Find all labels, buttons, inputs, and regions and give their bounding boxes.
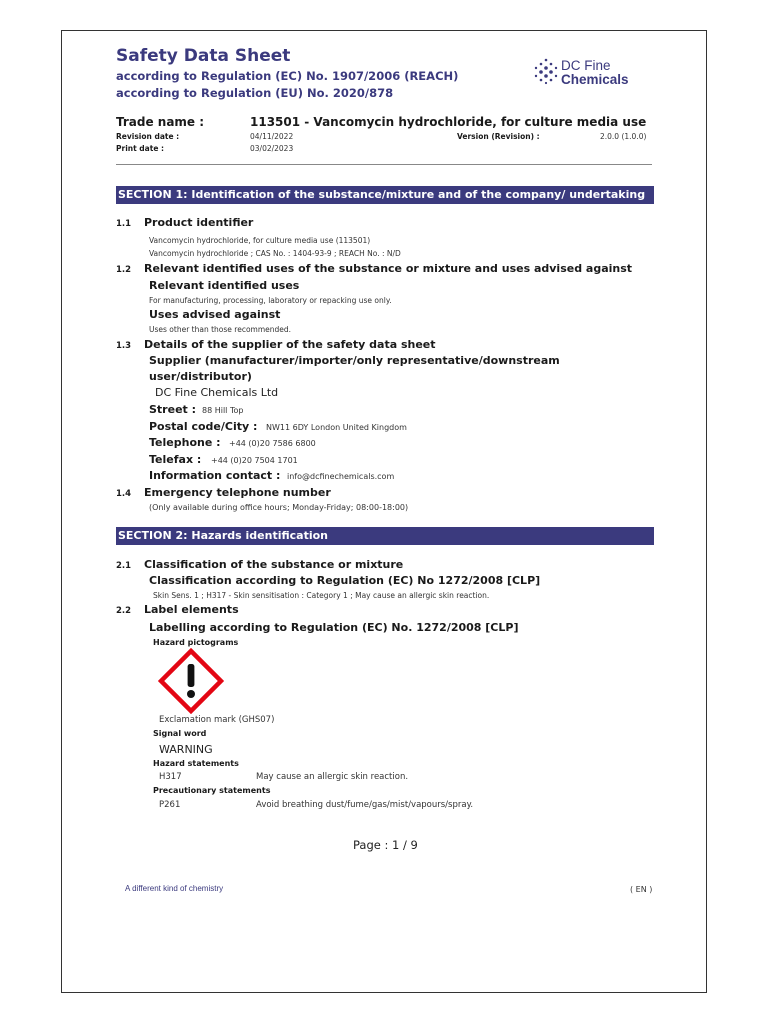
revision-date-value: 04/11/2022 xyxy=(250,132,294,141)
signal-word-value: WARNING xyxy=(159,743,213,756)
telephone-label: Telephone : xyxy=(149,436,221,449)
product-identifier-line-2: Vancomycin hydrochloride ; CAS No. : 1404-93-9 ; REACH No. : N/D xyxy=(149,249,401,258)
section-1-3-number: 1.3 xyxy=(116,341,132,351)
company-name: DC Fine Chemicals Ltd xyxy=(155,386,279,399)
footer-tagline: A different kind of chemistry xyxy=(125,884,224,893)
logo-text-line1: DC Fine xyxy=(561,58,611,73)
section-1-4-number: 1.4 xyxy=(116,489,132,499)
trade-name-value: 113501 - Vancomycin hydrochloride, for culture media use xyxy=(250,115,647,129)
hazard-statements-label: Hazard statements xyxy=(153,759,239,768)
revision-date-label: Revision date : xyxy=(116,132,180,141)
hazard-statement-text: May cause an allergic skin reaction. xyxy=(256,772,409,782)
pictogram-caption: Exclamation mark (GHS07) xyxy=(159,715,275,725)
exclamation-mark-pictogram-icon xyxy=(158,648,224,714)
section-1-1-title: Product identifier xyxy=(144,216,254,229)
product-identifier-line-1: Vancomycin hydrochloride, for culture media use (113501) xyxy=(149,236,371,245)
section-2-2-number: 2.2 xyxy=(116,606,132,616)
uses-advised-against-heading: Uses advised against xyxy=(149,308,281,321)
regulation-line-2: according to Regulation (EU) No. 2020/878 xyxy=(116,86,394,100)
precautionary-statements-label: Precautionary statements xyxy=(153,786,271,795)
section-1-1-number: 1.1 xyxy=(116,219,132,229)
postal-city-label: Postal code/City : xyxy=(149,420,258,433)
hazard-code: H317 xyxy=(159,772,182,782)
version-value: 2.0.0 (1.0.0) xyxy=(600,132,647,141)
section-2-1-title: Classification of the substance or mixture xyxy=(144,558,404,571)
section-1-header: SECTION 1: Identification of the substance/mixture and of the company/ undertaking xyxy=(116,186,654,204)
signal-word-label: Signal word xyxy=(153,729,207,738)
precautionary-code: P261 xyxy=(159,800,181,810)
supplier-heading-line-1: Supplier (manufacturer/importer/only representative/downstream xyxy=(149,354,560,367)
relevant-uses-text: For manufacturing, processing, laboratory or repacking use only. xyxy=(149,296,392,305)
version-label: Version (Revision) : xyxy=(457,132,540,141)
header-divider xyxy=(116,164,652,165)
information-contact-label: Information contact : xyxy=(149,469,281,482)
regulation-line-1: according to Regulation (EC) No. 1907/2006 (REACH) xyxy=(116,69,459,83)
precautionary-statement-text: Avoid breathing dust/fume/gas/mist/vapours/spray. xyxy=(256,800,474,810)
street-label: Street : xyxy=(149,403,197,416)
postal-city-value: NW11 6DY London United Kingdom xyxy=(266,423,407,432)
classification-text: Skin Sens. 1 ; H317 - Skin sensitisation : Category 1 ; May cause an allergic skin reaction. xyxy=(153,591,490,600)
page-number: Page : 1 / 9 xyxy=(353,838,418,852)
section-1-4-title: Emergency telephone number xyxy=(144,486,331,499)
relevant-uses-heading: Relevant identified uses xyxy=(149,279,300,292)
telefax-value: +44 (0)20 7504 1701 xyxy=(211,456,298,465)
uses-advised-against-text: Uses other than those recommended. xyxy=(149,325,292,334)
labelling-heading: Labelling according to Regulation (EC) No. 1272/2008 [CLP] xyxy=(149,621,519,634)
company-logo xyxy=(533,57,653,89)
trade-name-label: Trade name : xyxy=(116,115,205,129)
telephone-value: +44 (0)20 7586 6800 xyxy=(229,439,316,448)
section-2-1-number: 2.1 xyxy=(116,561,132,571)
print-date-label: Print date : xyxy=(116,144,165,153)
section-1-3-title: Details of the supplier of the safety data sheet xyxy=(144,338,436,351)
logo-text-line2: Chemicals xyxy=(561,72,629,87)
supplier-heading-line-2: user/distributor) xyxy=(149,370,252,383)
print-date-value: 03/02/2023 xyxy=(250,144,294,153)
molecule-dots-icon xyxy=(533,57,559,85)
emergency-hours-text: (Only available during office hours; Monday-Friday; 08:00-18:00) xyxy=(149,503,409,512)
document-title: Safety Data Sheet xyxy=(116,46,291,66)
information-contact-value[interactable]: info@dcfinechemicals.com xyxy=(287,472,395,481)
section-2-header: SECTION 2: Hazards identification xyxy=(116,527,654,545)
footer-language: ( EN ) xyxy=(630,885,653,894)
hazard-pictograms-label: Hazard pictograms xyxy=(153,638,239,647)
section-1-2-title: Relevant identified uses of the substance or mixture and uses advised against xyxy=(144,262,633,275)
street-value: 88 Hill Top xyxy=(202,406,244,415)
section-1-2-number: 1.2 xyxy=(116,265,132,275)
section-2-2-title: Label elements xyxy=(144,603,239,616)
telefax-label: Telefax : xyxy=(149,453,202,466)
classification-heading: Classification according to Regulation (EC) No 1272/2008 [CLP] xyxy=(149,574,541,587)
